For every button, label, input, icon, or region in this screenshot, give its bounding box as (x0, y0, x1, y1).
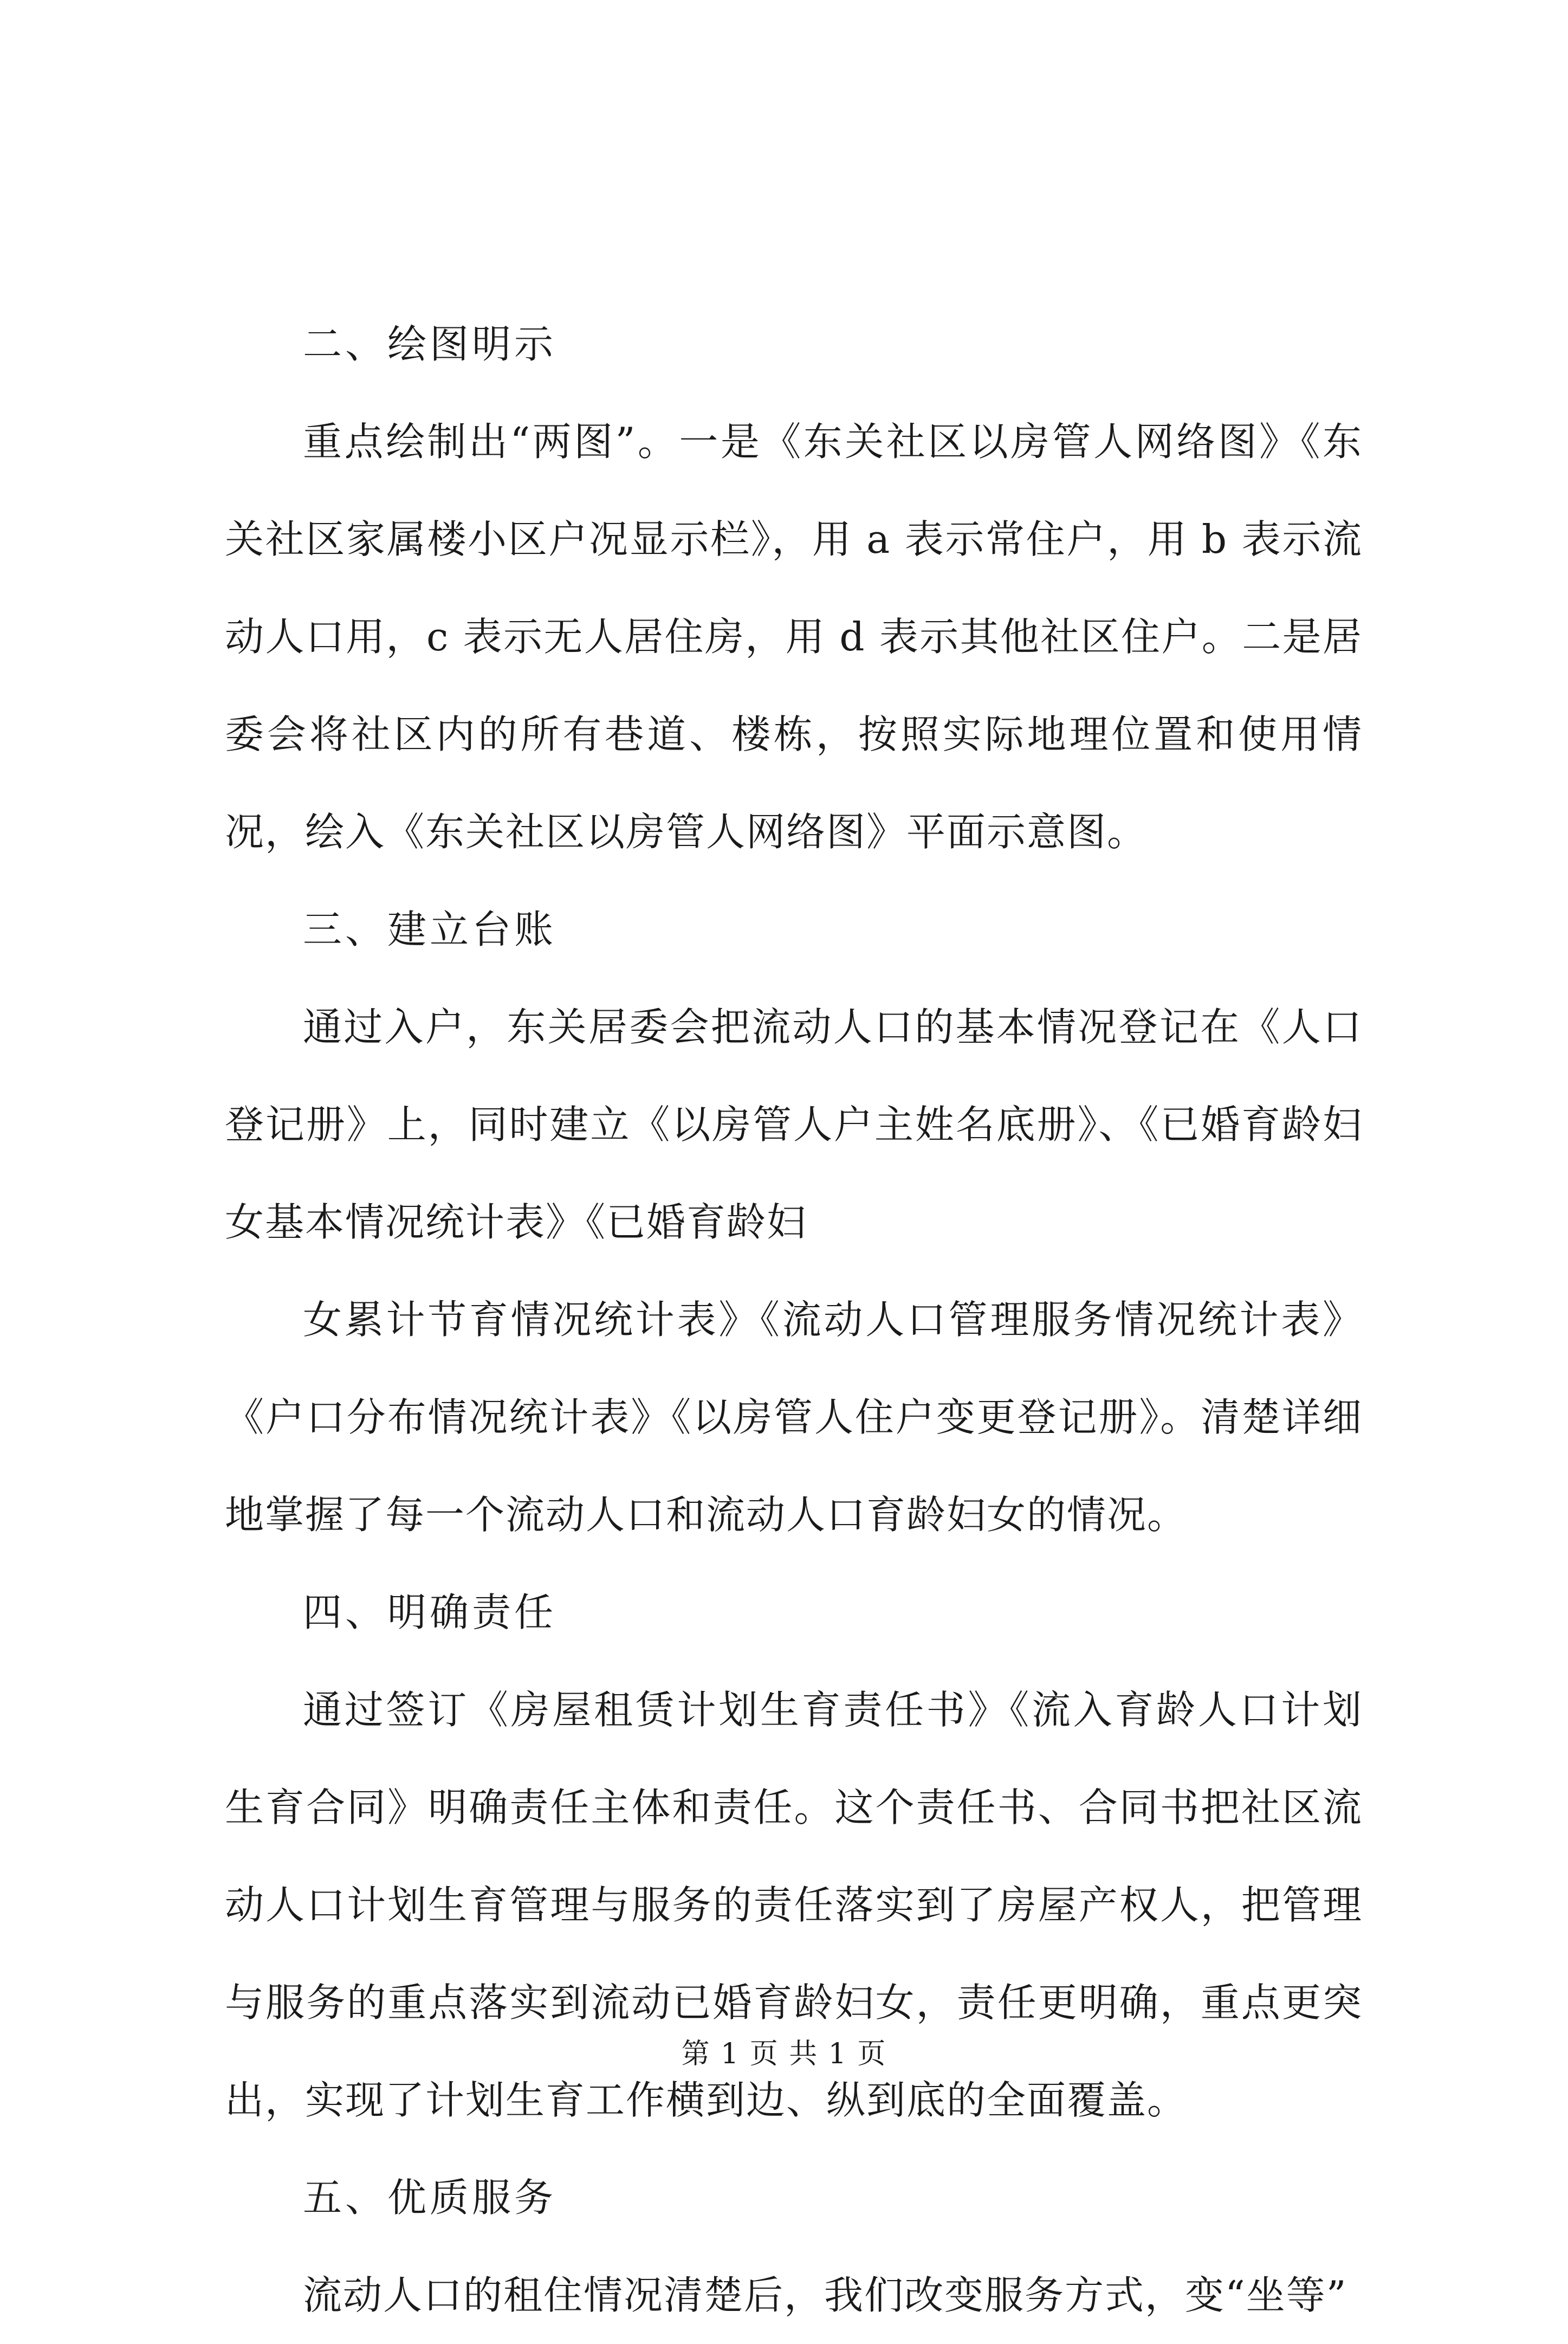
section-heading: 二、绘图明示 (303, 321, 557, 367)
paragraph: 重点绘制出“两图”。一是《东关社区以房管人网络图》《东关社区家属楼小区户况显示栏》，用 a 表示常住户，用 b 表示流动人口用，c 表示无人居住房，用 d 表示其他社区住户。二是居委会将社区内的所有巷道、楼栋，按照实际地理位置和使用情况，绘入《东关社区以房管人网络图》平面示意图。 (225, 419, 1363, 855)
section-heading: 三、建立台账 (303, 907, 557, 952)
section-heading: 四、明确责任 (303, 1590, 557, 1635)
paragraph: 通过签订《房屋租赁计划生育责任书》《流入育龄人口计划生育合同》明确责任主体和责任。这个责任书、合同书把社区流动人口计划生育管理与服务的责任落实到了房屋产权人，把管理与服务的重点落实到流动已婚育龄妇女，责任更明确，重点更突出，实现了计划生育工作横到边、纵到底的全面覆盖。 (225, 1687, 1363, 2123)
section-heading: 五、优质服务 (303, 2175, 557, 2220)
page-footer: 第 1 页 共 1 页 (681, 2038, 887, 2070)
paragraph: 流动人口的租住情况清楚后，我们改变服务方式，变“坐等” (303, 2272, 1347, 2318)
paragraph: 通过入户，东关居委会把流动人口的基本情况登记在《人口登记册》上，同时建立《以房管人户主姓名底册》、《已婚育龄妇女基本情况统计表》《已婚育龄妇 (225, 1004, 1363, 1245)
paragraph: 女累计节育情况统计表》《流动人口管理服务情况统计表》《户口分布情况统计表》《以房管人住户变更登记册》。清楚详细地掌握了每一个流动人口和流动人口育龄妇女的情况。 (225, 1297, 1363, 1538)
